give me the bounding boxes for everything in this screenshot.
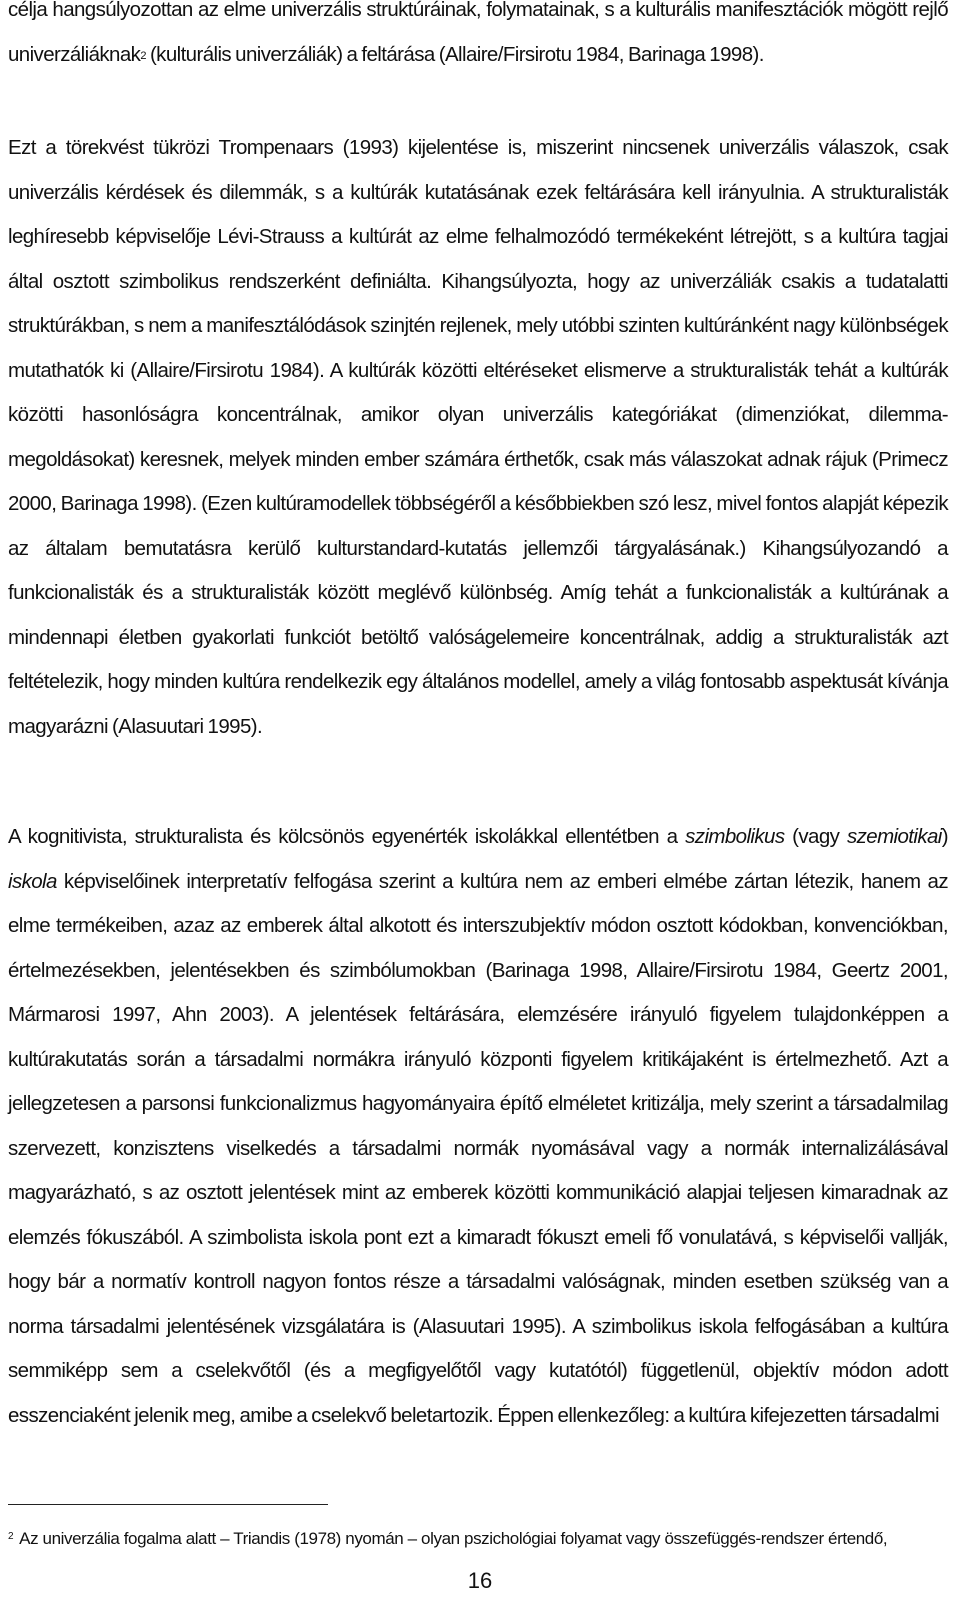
footnote-reference[interactable]: 2 <box>140 49 146 62</box>
emphasis-szimbolikus: szimbolikus <box>685 825 785 848</box>
paragraph-3-text-b: (vagy <box>784 825 847 848</box>
paragraph-3-text-a: A kognitivista, strukturalista és kölcsönös egyenérték iskolákkal ellentétben a <box>8 825 686 848</box>
paragraph-2: Ezt a törekvést tükrözi Trompenaars (1993) kijelentése is, miszerint nincsenek univerzális válaszok, csak univerzális kérdések és dilemmák, s a kultúrák kutatásának ezek feltárására kell irányulnia. A strukturalisták leghíresebb képviselője Lévi-Strauss a kultúrát az elme felhalmozódó termékeként létrejött, s a kultúra tagjai által osztott szimbolikus rendszerként definiálta. Kihangsúlyozta, hogy az univerzáliák csakis a tudatalatti struktúrákban, s nem a manifesztálódások szinjtén rejlenek, mely utóbbi szinten kultúránként nagy különbségek mutathatók ki (Allaire/Firsirotu 1984). A kultúrák közötti eltéréseket elismerve a strukturalisták tehát a kultúrák közötti hasonlóságra koncentrálnak, amikor olyan univerzális kategóriákat (dimenziókat, dilemma-megoldásokat) keresnek, melyek minden ember számára érthetők, csak más válaszokat adnak rájuk (Primecz 2000, Barinaga 1998). (Ezen kultúramodellek többségéről a későbbiekben szó lesz, mivel fontos alapját képezik az általam bemutatásra kerülő kulturstandard-kutatás jellemzői tárgyalásának.) Kihangsúlyozandó a funkcionalisták és a strukturalisták között meglévő különbség. Amíg tehát a funkcionalisták a kultúrának a mindennapi életben gyakorlati funkciót betöltő valóságelemeire koncentrálnak, addig a strukturalisták azt feltételezik, hogy minden kultúra rendelkezik egy általános modellel, amely a világ fontosabb aspektusát kívánja magyarázni (Alasuutari 1995). <box>8 136 948 738</box>
paragraph-3-text-d: képviselőinek interpretatív felfogása szerint a kultúra nem az emberi elmébe zártan létezik, hanem az elme termékeiben, azaz az emberek által alkotott és interszubjektív módon osztott kódokban, konvenciókban, értelmezésekben, jelentésekben és szimbólumokban (Barinaga 1998, Allaire/Firsirotu 1984, Geertz 2001, Mármarosi 1997, Ahn 2003). A jelentések feltárására, elemzésére irányuló figyelem tulajdonképpen a kultúrakutatás során a társadalmi normákra irányuló központi figyelem kritikájaként is értelmezhető. Azt a jellegzetesen a parsonsi funkcionalizmus hagyományaira építő elméletet kritizálja, mely szerint a társadalmilag szervezett, konzisztens viselkedés a társadalmi normák nyomásával vagy a normák internalizálásával magyarázható, s az osztott jelentések mint az emberek közötti kommunikáció alapjai teljesen kimaradnak az elemzés fókuszából. A szimbolista iskola pont ezt a kimaradt fókuszt emeli fő vonulatává, s képviselői vallják, hogy bár a normatív kontroll nagyon fontos része a társadalmi valóságnak, minden esetben szükség van a norma társadalmi jelentésének vizsgálatára is (Alasuutari 1995). A szimbolikus iskola felfogásában a kultúra semmiképp sem a cselekvőtől (és a megfigyelőtől vagy kutatótól) függetlenül, objektív módon adott esszenciaként jelenik meg, amibe a cselekvő beletartozik. Éppen ellenkezőleg: a kultúra kifejezetten társadalmi <box>8 869 948 1427</box>
paragraph-1-text-a: célja hangsúlyozottan az elme univerzális struktúráinak, folymatainak, s a kulturális manifesztációk mögött rejlő univerzáliáknak <box>8 0 948 66</box>
paragraph-1 <box>8 0 948 77</box>
page-number: 16 <box>467 1568 493 1593</box>
footnote-separator <box>8 1504 328 1505</box>
footnote <box>8 1526 948 1550</box>
footnote-mark: 2 <box>8 1531 14 1542</box>
paragraph-3 <box>8 815 948 1438</box>
paragraph-1-text-b: (kulturális univerzáliák) a feltárása (Allaire/Firsirotu 1984, Barinaga 1998). <box>145 42 764 66</box>
emphasis-szemiotikai: szemiotikai <box>846 825 942 848</box>
emphasis-iskola: iskola <box>8 869 57 893</box>
footnote-text: Az univerzália fogalma alatt – Triandis (1978) nyomán – olyan pszichológiai folyamat vagy összefüggés-rendszer értendő, <box>19 1529 888 1548</box>
paragraph-3-text-c: ) <box>941 825 948 848</box>
